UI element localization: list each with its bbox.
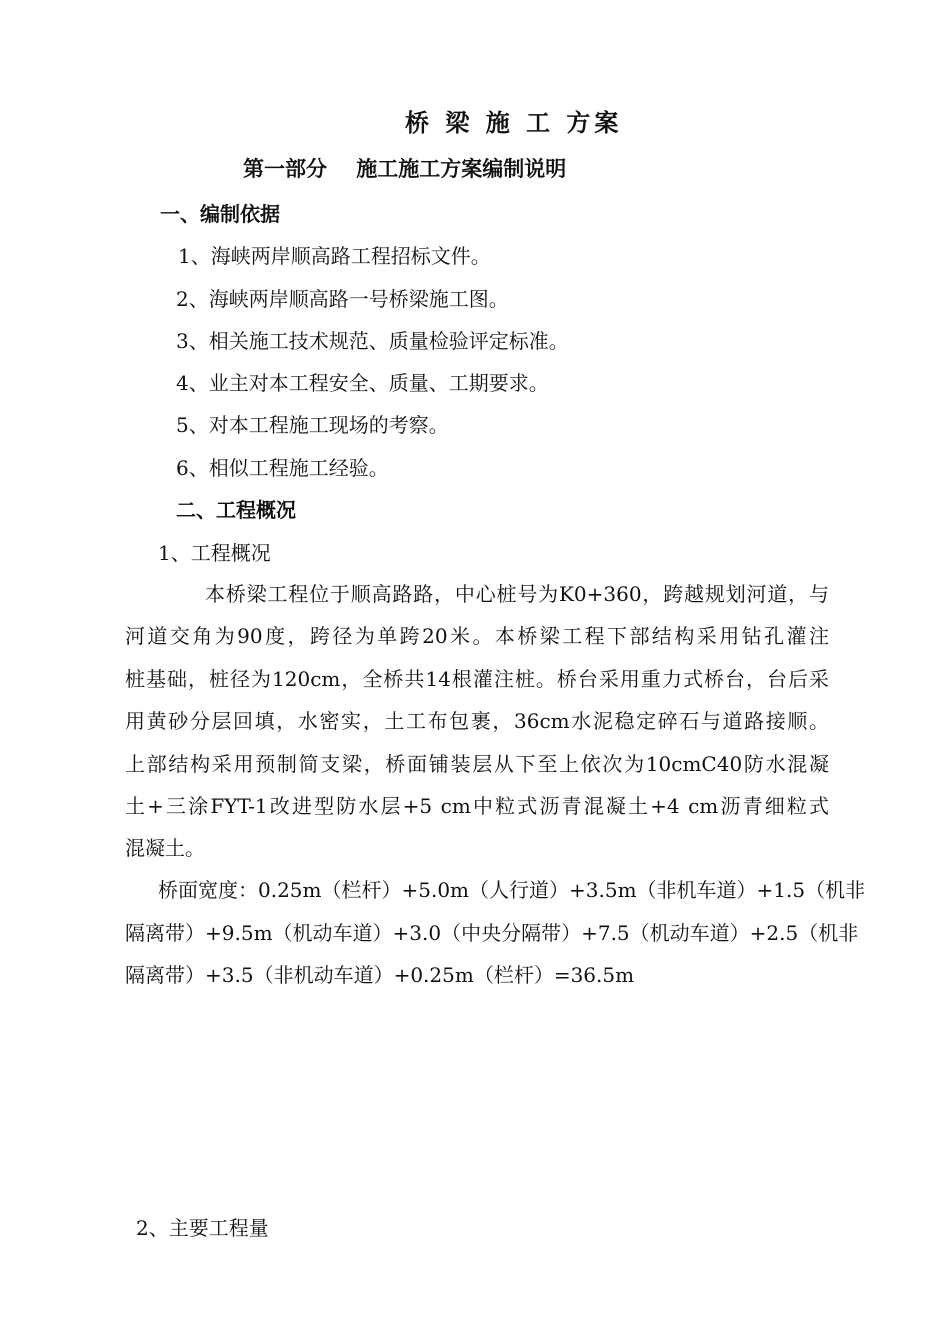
part-title: 第一部分 施工施工方案编制说明 — [243, 156, 567, 181]
basis-item: 1、海峡两岸顺高路工程招标文件。 — [178, 244, 491, 268]
paragraph-line: 混凝土。 — [125, 836, 205, 860]
width-line: 隔离带）+9.5m（机动车道）+3.0（中央分隔带）+7.5（机动车道）+2.5（机非 — [125, 921, 859, 945]
subsection-overview: 1、工程概况 — [158, 541, 271, 565]
paragraph-line: 用黄砂分层回填，水密实，土工布包裹，36cm水泥稳定碎石与道路接顺。 — [125, 709, 829, 733]
document-title: 桥 梁 施 工 方案 — [405, 108, 623, 137]
width-line: 隔离带）+3.5（非机动车道）+0.25m（栏杆）=36.5m — [125, 963, 635, 987]
paragraph-line: 河道交角为90度，跨径为单跨20米。本桥梁工程下部结构采用钻孔灌注 — [125, 624, 829, 648]
paragraph-line: 土+三涂FYT-1改进型防水层+5 cm中粒式沥青混凝土+4 cm沥青细粒式 — [125, 794, 829, 818]
paragraph-line: 本桥梁工程位于顺高路路，中心桩号为K0+360，跨越规划河道，与 — [205, 582, 829, 606]
paragraph-line: 桩基础，桩径为120cm，全桥共14根灌注桩。桥台采用重力式桥台，台后采 — [125, 667, 829, 691]
paragraph-line: 上部结构采用预制简支梁，桥面铺装层从下至上依次为10cmC40防水混凝 — [125, 752, 829, 776]
basis-item: 3、相关施工技术规范、质量检验评定标准。 — [176, 329, 569, 353]
basis-item: 6、相似工程施工经验。 — [176, 456, 389, 480]
subsection-quantities: 2、主要工程量 — [136, 1216, 269, 1240]
basis-item: 4、业主对本工程安全、质量、工期要求。 — [176, 371, 549, 395]
section-heading-overview: 二、工程概况 — [176, 498, 296, 522]
section-heading-basis: 一、编制依据 — [160, 202, 280, 226]
basis-item: 5、对本工程施工现场的考察。 — [176, 413, 449, 437]
basis-item: 2、海峡两岸顺高路一号桥梁施工图。 — [176, 287, 509, 311]
width-line: 桥面宽度：0.25m（栏杆）+5.0m（人行道）+3.5m（非机车道）+1.5（机非 — [158, 878, 866, 902]
